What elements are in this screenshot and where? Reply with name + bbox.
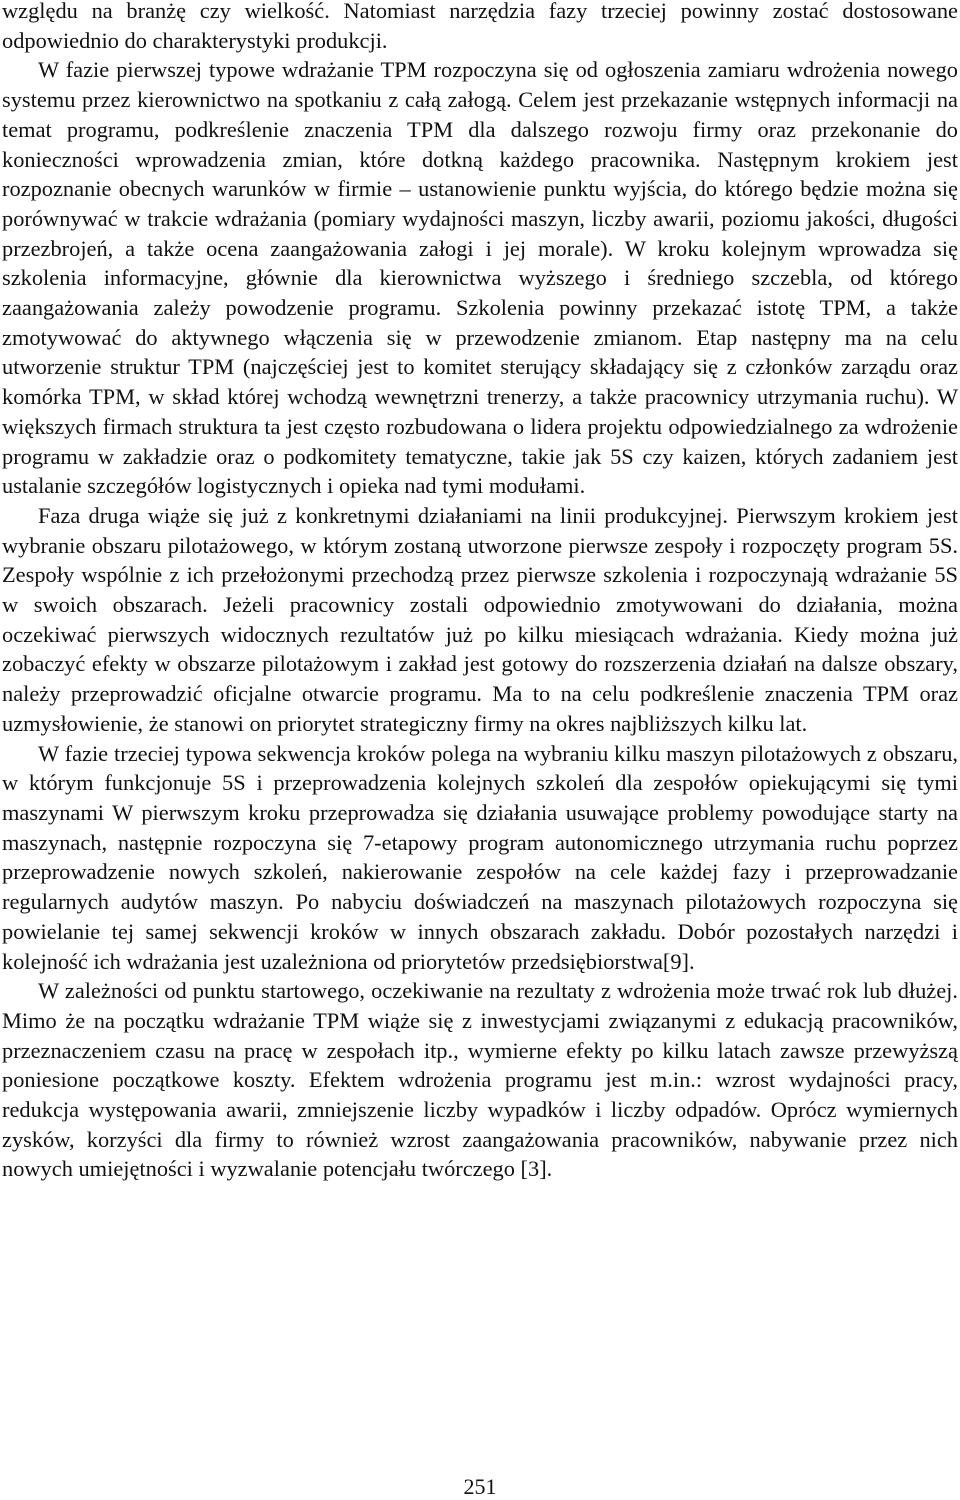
document-page — [2, 0, 958, 1184]
paragraph-phase-two: Faza druga wiąże się już z konkretnymi działaniami na linii produkcyjnej. Pierwszym krokiem jest wybranie obszaru pilotażowego, w którym zostaną utworzone pierwsze zespoły i rozpoczęty program 5S. Zespoły wspólnie z ich przełożonymi przechodzą przez pierwsze szkolenia i rozpoczynają wdrażanie 5S w swoich obszarach. Jeżeli pracownicy zostali odpowiednio zmotywowani do działania, można oczekiwać pierwszych widocznych rezultatów już po kilku miesiącach wdrażania. Kiedy można już zobaczyć efekty w obszarze pilotażowym i zakład jest gotowy do rozszerzenia działań na dalsze obszary, należy przeprowadzić oficjalne otwarcie programu. Ma to na celu podkreślenie znaczenia TPM oraz uzmysłowienie, że stanowi on priorytet strategiczny firmy na okres najbliższych kilku lat. — [2, 502, 958, 736]
paragraph-phase-three: W fazie trzeciej typowa sekwencja kroków polega na wybraniu kilku maszyn pilotażowych z obszaru, w którym funkcjonuje 5S i przeprowadzenia kolejnych szkoleń dla zespołów opiekującymi się tymi maszynami W pierwszym kroku przeprowadza się działania usuwające problemy powodujące starty na maszynach, następnie rozpoczyna się 7-etapowy program autonomicznego utrzymania ruchu poprzez przeprowadzenie nowych szkoleń, nakierowanie zespołów na cele każdej fazy i przeprowadzanie regularnych audytów maszyn. Po nabyciu doświadczeń na maszynach pilotażowych rozpoczyna się powielanie tej samej sekwencji kroków w innych obszarach zakładu. Dobór pozostałych narzędzi i kolejność ich wdrażania jest uzależniona od priorytetów przedsiębiorstwa[9]. — [2, 740, 958, 974]
paragraph-results: W zależności od punktu startowego, oczekiwanie na rezultaty z wdrożenia może trwać rok lub dłużej. Mimo że na początku wdrażanie TPM wiąże się z inwestycjami związanymi z edukacją pracowników, przeznaczeniem czasu na pracę w zespołach itp., wymierne efekty po kilku latach zawsze przewyższą poniesione początkowe koszty. Efektem wdrożenia programu jest m.in.: wzrost wydajności pracy, redukcja występowania awarii, zmniejszenie liczby wypadków i liczby odpadów. Oprócz wymiernych zysków, korzyści dla firmy to również wzrost zaangażowania pracowników, nabywanie przez nich nowych umiejętności i wyzwalanie potencjału twórczego [3]. — [2, 978, 958, 1182]
paragraph-continued: względu na branżę czy wielkość. Natomiast narzędzia fazy trzeciej powinny zostać dostosowane odpowiednio do charakterystyki produkcji. — [2, 0, 958, 53]
page-number: 251 — [463, 1474, 497, 1499]
paragraph-phase-one: W fazie pierwszej typowe wdrażanie TPM rozpoczyna się od ogłoszenia zamiaru wdrożenia nowego systemu przez kierownictwo na spotkaniu z całą załogą. Celem jest przekazanie wstępnych informacji na temat programu, podkreślenie znaczenia TPM dla dalszego rozwoju firmy oraz przekonanie do konieczności wprowadzenia zmian, które dotkną każdego pracownika. Następnym krokiem jest rozpoznanie obecnych warunków w firmie – ustanowienie punktu wyjścia, do którego będzie można się porównywać w trakcie wdrażania (pomiary wydajności maszyn, liczby awarii, poziomu jakości, długości przezbrojeń, a także ocena zaangażowania załogi i jej morale). W kroku kolejnym wprowadza się szkolenia informacyjne, głównie dla kierownictwa wyższego i średniego szczebla, od którego zaangażowania zależy powodzenie programu. Szkolenia powinny przekazać istotę TPM, a także zmotywować do aktywnego włączenia się w przewodzenie zmianom. Etap następny ma na celu utworzenie struktur TPM (najczęściej jest to komitet sterujący składający się z członków zarządu oraz komórka TPM, w skład której wchodzą wewnętrzni trenerzy, a także pracownicy utrzymania ruchu). W większych firmach struktura ta jest często rozbudowana o lidera projektu odpowiedzialnego za wdrożenie programu w zakładzie oraz o podkomitety tematyczne, takie jak 5S czy kaizen, których zadaniem jest ustalanie szczegółów logistycznych i opieka nad tymi modułami. — [2, 57, 958, 499]
